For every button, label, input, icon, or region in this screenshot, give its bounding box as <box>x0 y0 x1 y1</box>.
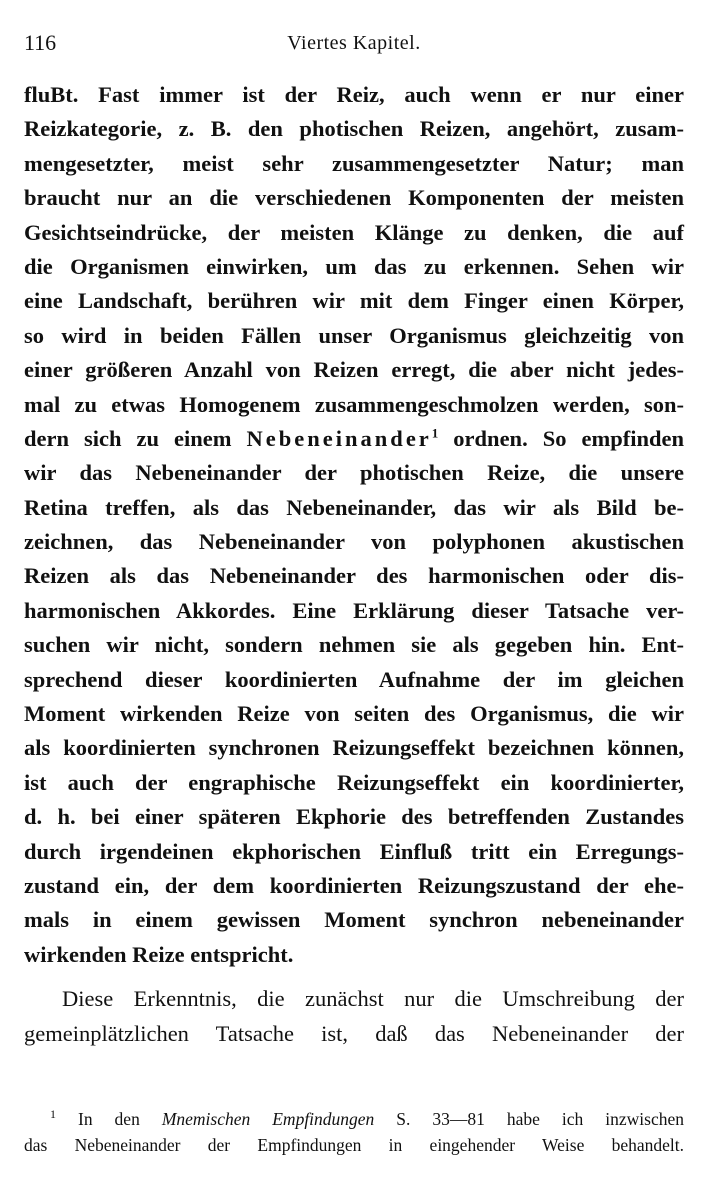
footnote <box>24 1106 684 1158</box>
text-line: zustand ein, der dem koordinierten Reizungszustand der ehe- <box>24 872 684 898</box>
text-line: gemeinplätzlichen Tatsache ist, daß das Nebeneinander der <box>24 1020 684 1046</box>
text-line: wir das Nebeneinander der photischen Reize, die unsere <box>24 460 684 486</box>
text-line: sprechend dieser koordinierten Aufnahme der im gleichen <box>24 666 684 692</box>
running-head <box>24 30 684 62</box>
paragraph-2 <box>24 982 684 1051</box>
text-line: so wird in beiden Fällen unser Organismus gleichzeitig von <box>24 322 684 348</box>
text-line: als koordinierten synchronen Reizungseffekt bezeichnen können, <box>24 735 684 761</box>
text-line: einer größeren Anzahl von Reizen erregt, die aber nicht jedes- <box>24 357 684 383</box>
text-line: wirkenden Reize entspricht. <box>24 941 294 967</box>
text-line: die Organismen einwirken, um das zu erkennen. Sehen wir <box>24 253 684 279</box>
text-line: Reizkategorie, z. B. den photischen Reizen, angehört, zusam- <box>24 116 684 142</box>
text-line-with-footnote-ref <box>24 422 684 456</box>
text-line: Reizen als das Nebeneinander des harmonischen oder dis- <box>24 563 684 589</box>
footnote-text-after: S. 33—81 habe ich inzwischen <box>374 1109 684 1129</box>
text-line: Moment wirkenden Reize von seiten des Organismus, die wir <box>24 701 684 727</box>
text-line: mal zu etwas Homogenem zusammengeschmolzen werden, son- <box>24 391 684 417</box>
text-line: suchen wir nicht, sondern nehmen sie als gegeben hin. Ent- <box>24 632 684 658</box>
footnote-mark: 1 <box>50 1107 56 1122</box>
chapter-title: Viertes Kapitel. <box>287 32 421 54</box>
text-line: mals in einem gewissen Moment synchron nebeneinander <box>24 907 684 933</box>
text-line: mengesetzter, meist sehr zusammengesetzter Natur; man <box>24 150 684 176</box>
text-line: harmonischen Akkordes. Eine Erklärung dieser Tatsache ver- <box>24 597 684 623</box>
line-text-before: dern sich zu einem <box>24 425 247 451</box>
emphasized-term: Nebeneinander <box>246 425 432 451</box>
text-line: Diese Erkenntnis, die zunächst nur die Umschreibung der <box>62 986 684 1012</box>
text-line: ist auch der engraphische Reizungseffekt ein koordinierter, <box>24 769 684 795</box>
text-line: zeichnen, das Nebeneinander von polyphonen akustischen <box>24 529 684 555</box>
text-line: Retina treffen, als das Nebeneinander, das wir als Bild be- <box>24 494 684 520</box>
main-text <box>24 78 684 1051</box>
footnote-line <box>24 1106 684 1132</box>
footnote-cited-title: Mnemischen Empfindungen <box>161 1109 375 1129</box>
paragraph-1 <box>24 78 684 972</box>
text-line: braucht nur an die verschiedenen Komponenten der meisten <box>24 185 684 211</box>
text-line: d. h. bei einer späteren Ekphorie des betreffenden Zustandes <box>24 804 684 830</box>
text-line: durch irgendeinen ekphorischen Einfluß tritt ein Erregungs- <box>24 838 684 864</box>
text-line: fluBt. Fast immer ist der Reiz, auch wenn er nur einer <box>24 82 684 107</box>
footnote-line: das Nebeneinander der Empfindungen in eingehender Weise behandelt. <box>24 1135 684 1155</box>
footnote-text-before: In den <box>56 1109 162 1129</box>
text-line: Gesichtseindrücke, der meisten Klänge zu denken, die auf <box>24 219 684 245</box>
text-line: eine Landschaft, berühren wir mit dem Finger einen Körper, <box>24 288 684 314</box>
footnote-reference[interactable]: 1 <box>431 425 439 441</box>
page-number: 116 <box>24 30 57 55</box>
line-text-after: ordnen. So empfinden <box>438 425 684 451</box>
